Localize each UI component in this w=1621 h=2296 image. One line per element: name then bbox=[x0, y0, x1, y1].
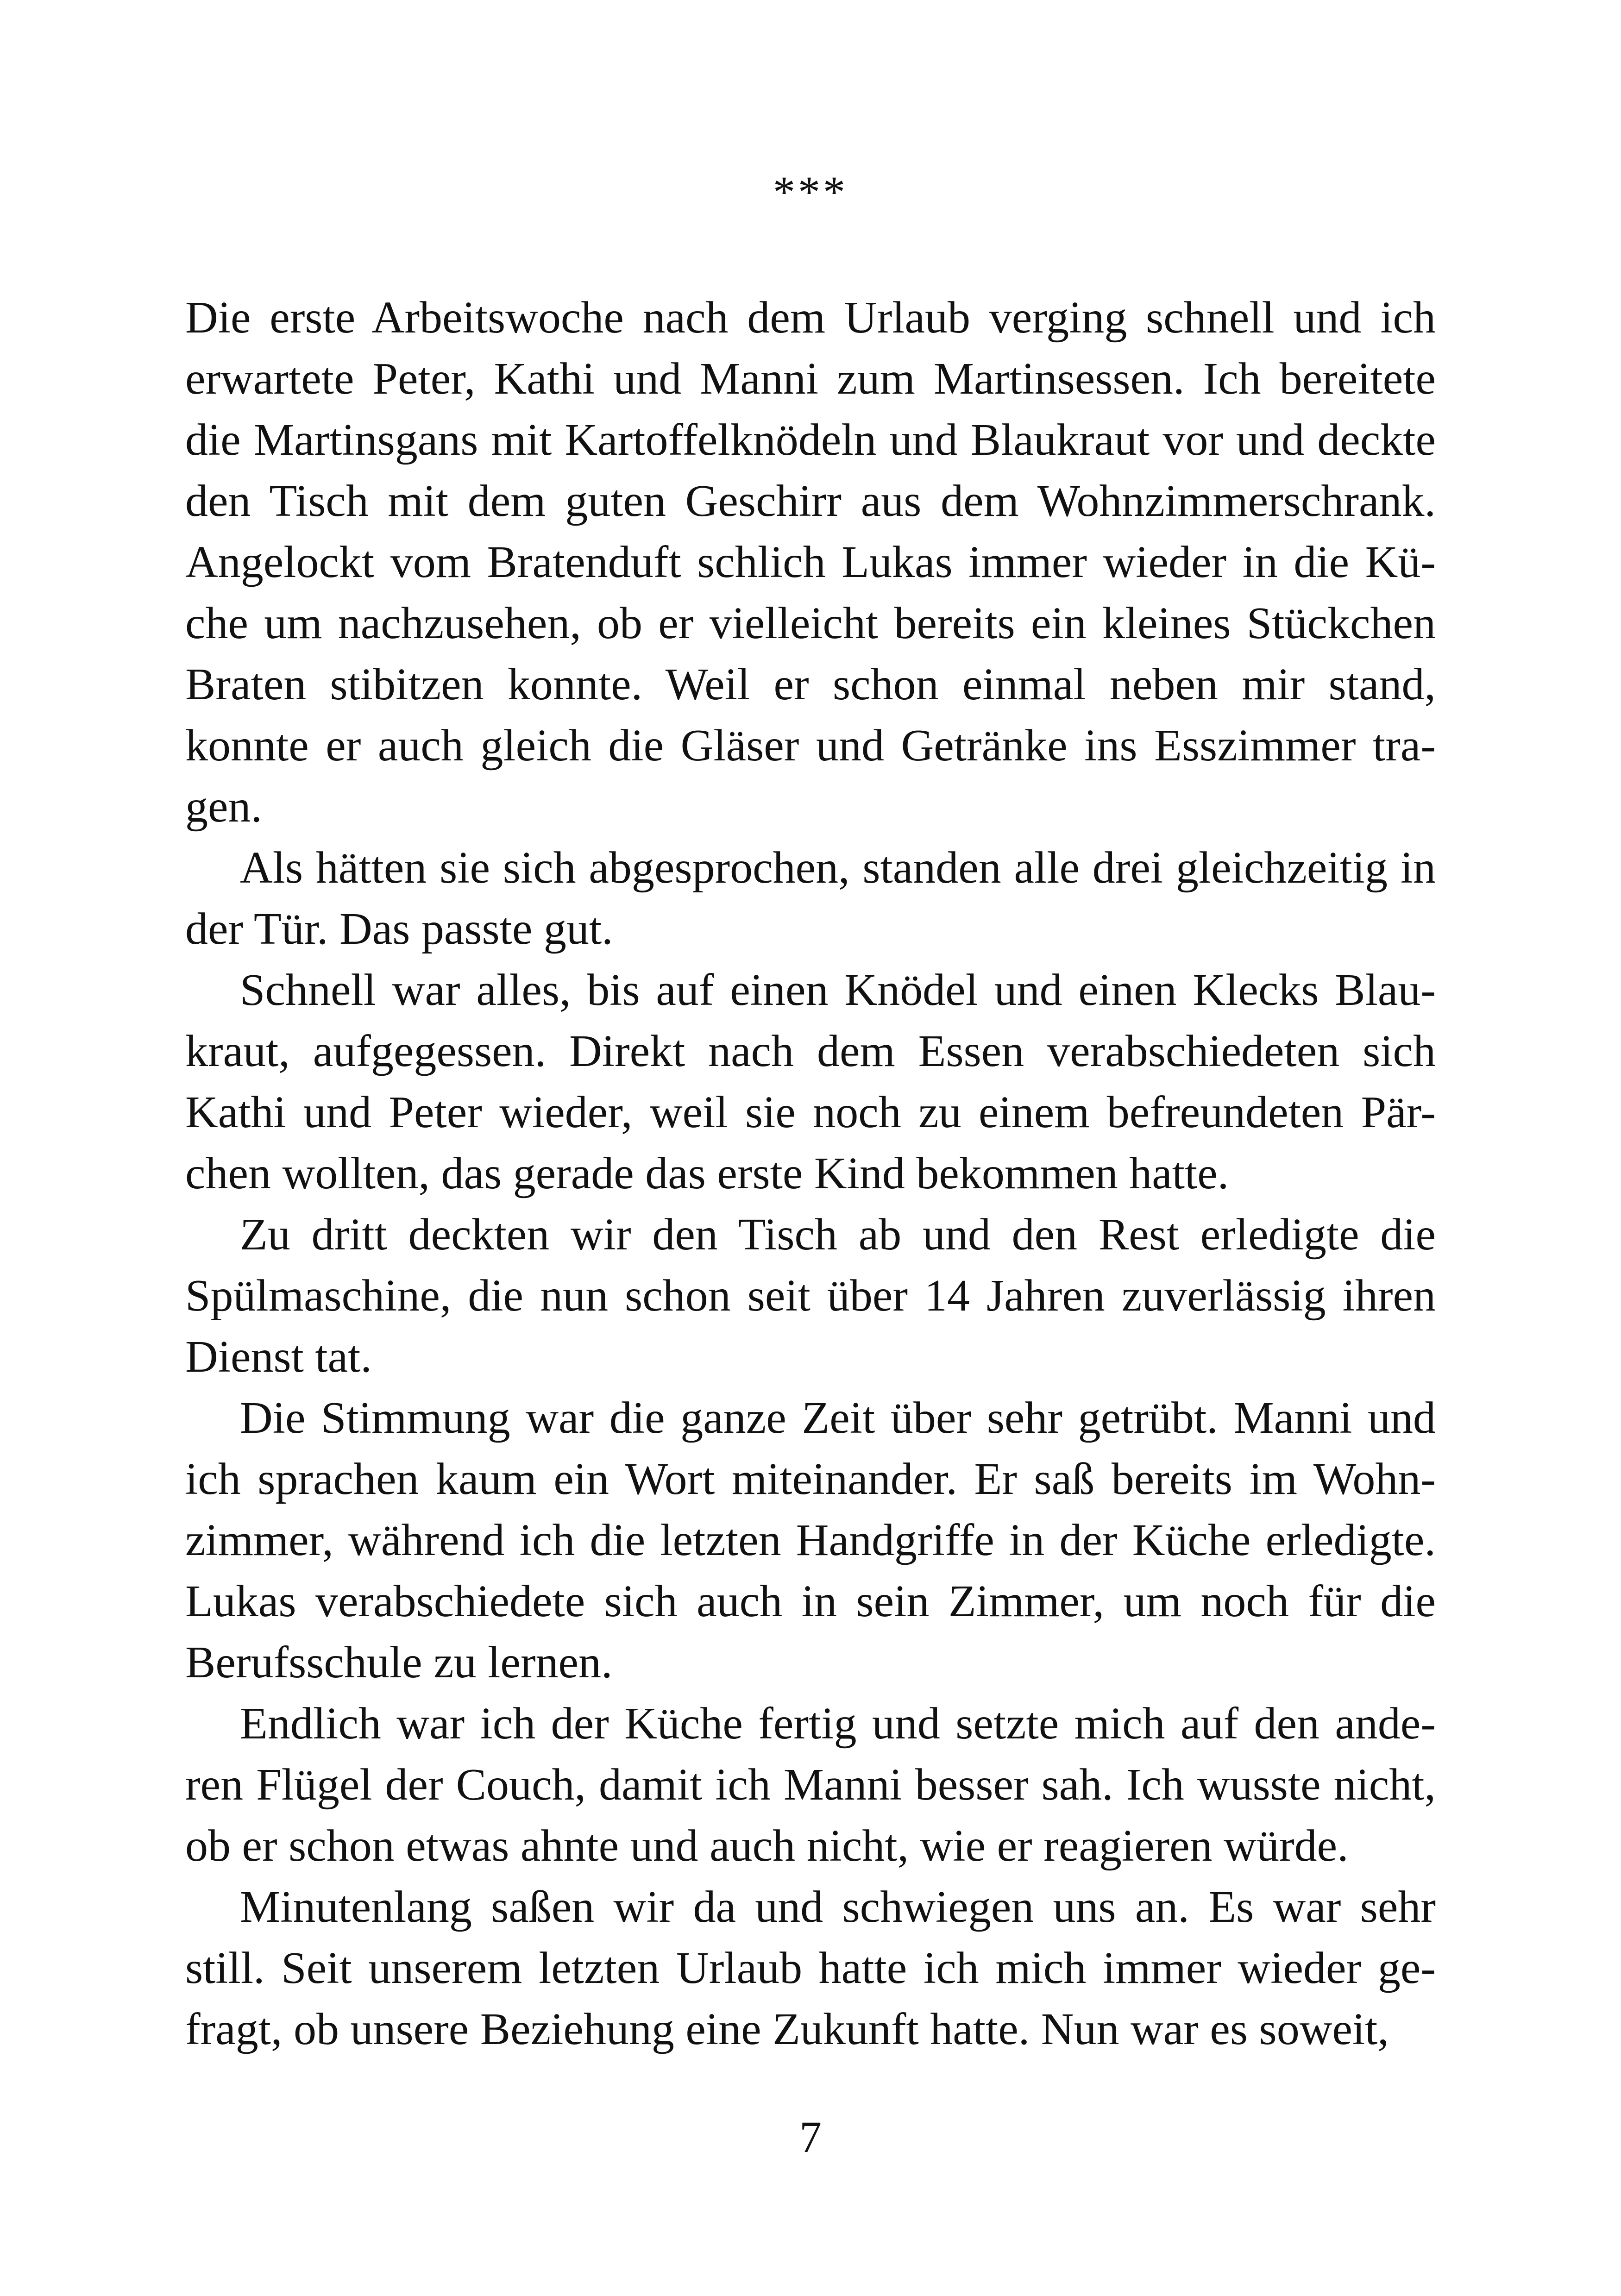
text-line: still. Seit unserem letzten Urlaub hatte ich mich immer wieder ge- bbox=[185, 1943, 1436, 1993]
text-line: konnte er auch gleich die Gläser und Getränke ins Esszimmer tra- bbox=[185, 721, 1436, 771]
paragraph bbox=[185, 960, 1436, 1204]
text-line: den Tisch mit dem guten Geschirr aus dem Wohnzimmerschrank. bbox=[185, 476, 1436, 526]
text-line: Die Stimmung war die ganze Zeit über sehr getrübt. Manni und bbox=[240, 1393, 1436, 1443]
text-line: Minutenlang saßen wir da und schwiegen uns an. Es war sehr bbox=[240, 1882, 1436, 1932]
text-line: Dienst tat. bbox=[185, 1332, 372, 1382]
text-line: ob er schon etwas ahnte und auch nicht, wie er reagieren würde. bbox=[185, 1821, 1349, 1871]
text-line: che um nachzusehen, ob er vielleicht bereits ein kleines Stückchen bbox=[185, 598, 1436, 648]
paragraph bbox=[185, 837, 1436, 960]
page-number: 7 bbox=[799, 2112, 822, 2162]
text-line: chen wollten, das gerade das erste Kind bekommen hatte. bbox=[185, 1148, 1229, 1198]
text-line: Spülmaschine, die nun schon seit über 14 Jahren zuverlässig ihren bbox=[185, 1271, 1436, 1321]
paragraph bbox=[185, 1387, 1436, 1693]
text-line: Zu dritt deckten wir den Tisch ab und den Rest erledigte die bbox=[240, 1210, 1436, 1260]
text-line: gen. bbox=[185, 782, 262, 832]
body-text bbox=[185, 287, 1436, 2060]
text-line: Braten stibitzen konnte. Weil er schon einmal neben mir stand, bbox=[185, 659, 1436, 709]
text-line: fragt, ob unsere Beziehung eine Zukunft hatte. Nun war es soweit, bbox=[185, 2004, 1389, 2054]
text-line: Die erste Arbeitswoche nach dem Urlaub verging schnell und ich bbox=[185, 293, 1436, 343]
text-line: zimmer, während ich die letzten Handgriffe in der Küche erledigte. bbox=[185, 1515, 1436, 1565]
paragraph bbox=[185, 287, 1436, 837]
text-line: der Tür. Das passte gut. bbox=[185, 904, 613, 954]
text-line: Schnell war alles, bis auf einen Knödel und einen Klecks Blau- bbox=[240, 965, 1436, 1015]
text-line: Berufsschule zu lernen. bbox=[185, 1637, 613, 1687]
text-line: ich sprachen kaum ein Wort miteinander. Er saß bereits im Wohn- bbox=[185, 1454, 1436, 1504]
text-line: Als hätten sie sich abgesprochen, standen alle drei gleichzeitig in bbox=[240, 843, 1436, 893]
text-line: die Martinsgans mit Kartoffelknödeln und Blaukraut vor und deckte bbox=[185, 415, 1436, 465]
text-line: erwartete Peter, Kathi und Manni zum Martinsessen. Ich bereitete bbox=[185, 354, 1436, 404]
text-line: Endlich war ich der Küche fertig und setzte mich auf den ande- bbox=[240, 1699, 1436, 1749]
text-line: ren Flügel der Couch, damit ich Manni besser sah. Ich wusste nicht, bbox=[185, 1760, 1436, 1810]
paragraph bbox=[185, 1876, 1436, 2060]
text-line: Angelockt vom Bratenduft schlich Lukas immer wieder in die Kü- bbox=[185, 537, 1436, 587]
paragraph bbox=[185, 1693, 1436, 1876]
text-line: Lukas verabschiedete sich auch in sein Zimmer, um noch für die bbox=[185, 1576, 1436, 1626]
text-line: Kathi und Peter wieder, weil sie noch zu einem befreundeten Pär- bbox=[185, 1087, 1436, 1137]
section-separator: *** bbox=[773, 167, 848, 217]
paragraph bbox=[185, 1204, 1436, 1387]
text-line: kraut, aufgegessen. Direkt nach dem Essen verabschiedeten sich bbox=[185, 1026, 1436, 1076]
